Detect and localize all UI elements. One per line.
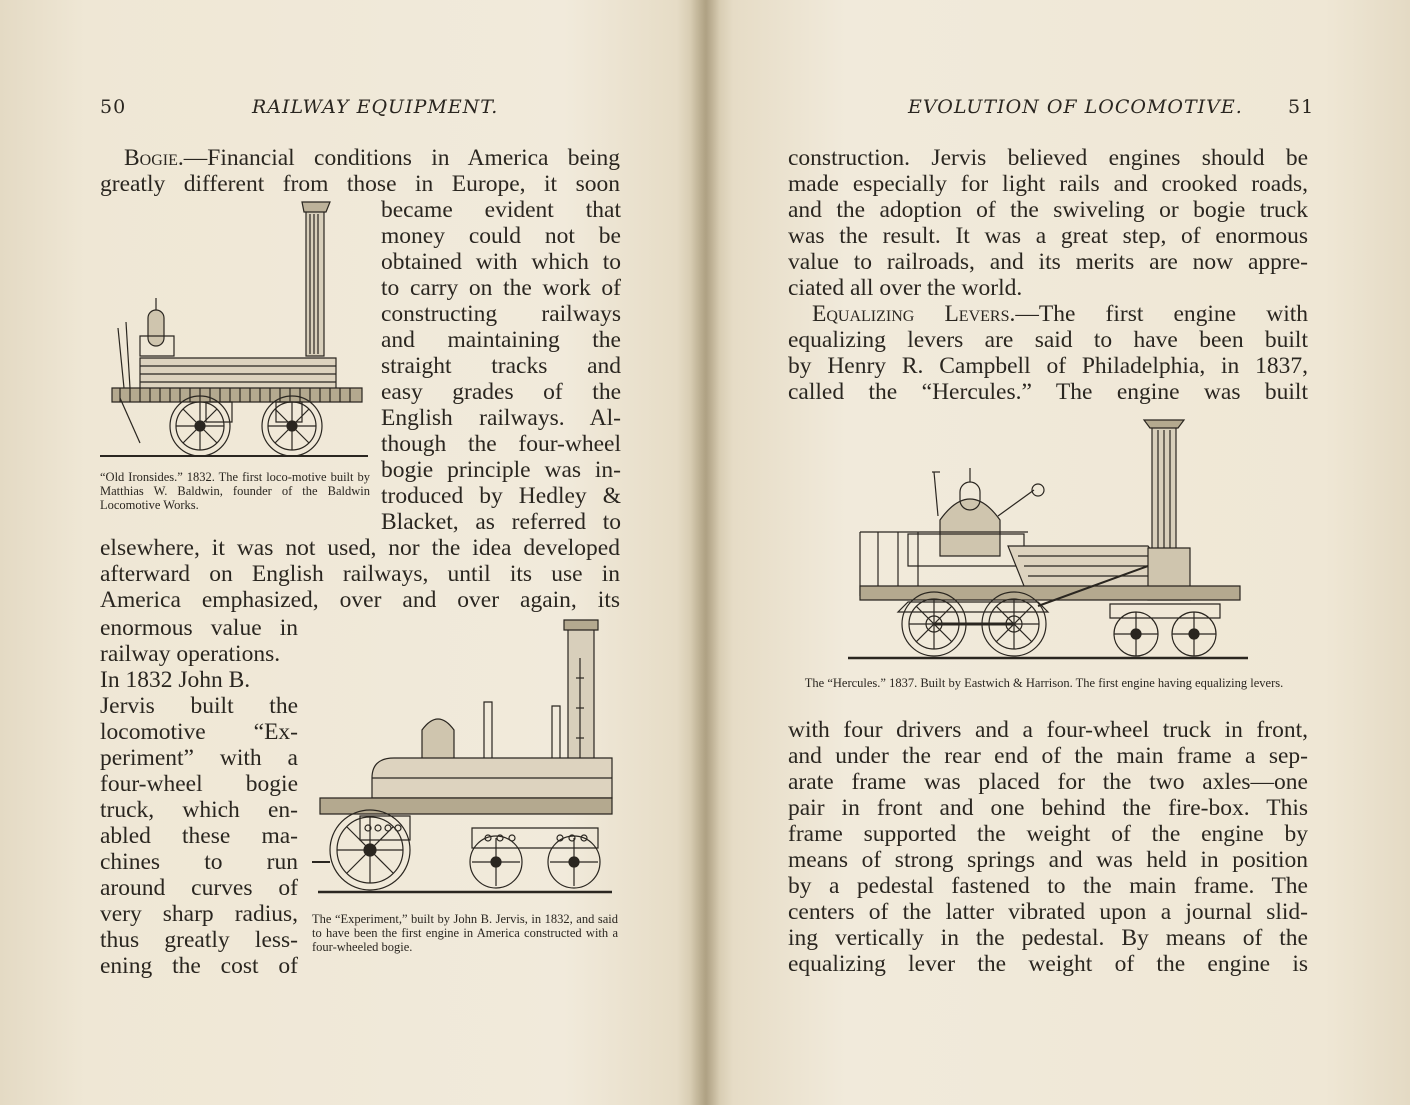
text-line [788, 353, 1308, 379]
line-text: and the adoption of the swiveling or bogie truck [788, 197, 1308, 223]
text-line [788, 275, 1308, 301]
line-text: construction. Jervis believed engines should be [788, 145, 1308, 171]
text-line [100, 823, 298, 849]
line-text: locomotive “Ex- [100, 719, 298, 745]
text-line [100, 797, 298, 823]
line-text: elsewhere, it was not used, nor the idea developed [100, 535, 620, 561]
line-text: straight tracks and [381, 353, 621, 379]
text-line [381, 197, 621, 223]
line-text: periment” with a [100, 745, 298, 771]
section-heading: Equalizing Levers. [812, 301, 1016, 327]
text-line [788, 951, 1308, 977]
line-text: Blacket, as referred to [381, 509, 621, 535]
line-text: by a pedestal fastened to the main frame. The [788, 873, 1308, 899]
left-page [0, 0, 700, 1105]
text-line [100, 641, 298, 667]
line-text: thus greatly less- [100, 927, 298, 953]
text-line [100, 745, 298, 771]
line-text: enormous value in [100, 615, 298, 641]
line-text: value to railroads, and its merits are now appre- [788, 249, 1308, 275]
line-text: centers of the latter vibrated upon a journal slid- [788, 899, 1308, 925]
text-line [100, 535, 620, 561]
text-line [788, 769, 1308, 795]
line-text: with four drivers and a four-wheel truck in front, [788, 717, 1308, 743]
text-line [788, 899, 1308, 925]
text-line [381, 223, 621, 249]
text-line [100, 719, 298, 745]
line-text: —The first engine with [1015, 301, 1309, 327]
page-number: 51 [1288, 96, 1315, 118]
line-text: to carry on the work of [381, 275, 621, 301]
text-line [788, 145, 1308, 171]
line-text: constructing railways [381, 301, 621, 327]
line-text: railway operations. [100, 641, 281, 667]
line-text: —Financial conditions in America being [183, 145, 620, 171]
right-page [710, 0, 1410, 1105]
text-line [788, 795, 1308, 821]
hercules-illustration [848, 416, 1248, 664]
text-line [788, 171, 1308, 197]
text-line [381, 379, 621, 405]
text-line [124, 145, 620, 171]
line-text: ening the cost of [100, 953, 298, 979]
line-text: was the result. It was a great step, of enormous [788, 223, 1308, 249]
line-text: obtained with which to [381, 249, 621, 275]
line-text: afterward on English railways, until its use in [100, 561, 620, 587]
line-text: around curves of [100, 875, 298, 901]
text-line [788, 249, 1308, 275]
line-text: troduced by Hedley & [381, 483, 621, 509]
line-text: English railways. Al- [381, 405, 621, 431]
line-text: frame supported the weight of the engine by [788, 821, 1308, 847]
line-text: In 1832 John B. [100, 667, 251, 693]
old-ironsides-illustration [100, 198, 368, 460]
text-line [100, 953, 298, 979]
text-line [788, 873, 1308, 899]
text-line [812, 301, 1308, 327]
text-line [100, 901, 298, 927]
text-line [100, 667, 298, 693]
text-line [381, 249, 621, 275]
text-line [381, 509, 621, 535]
line-text: became evident that [381, 197, 621, 223]
text-line [381, 327, 621, 353]
line-text: equalizing lever the weight of the engine is [788, 951, 1308, 977]
text-line [100, 849, 298, 875]
text-line [100, 587, 620, 613]
text-line [788, 743, 1308, 769]
line-text: means of strong springs and was held in position [788, 847, 1308, 873]
text-line [100, 771, 298, 797]
text-line [788, 223, 1308, 249]
text-line [788, 821, 1308, 847]
running-head: EVOLUTION OF LOCOMOTIVE. [908, 96, 1243, 118]
line-text: chines to run [100, 849, 298, 875]
text-line [381, 353, 621, 379]
line-text: though the four-wheel [381, 431, 621, 457]
text-line [788, 197, 1308, 223]
text-line [100, 927, 298, 953]
text-line [788, 925, 1308, 951]
line-text: easy grades of the [381, 379, 621, 405]
line-text: four-wheel bogie [100, 771, 298, 797]
line-text: greatly different from those in Europe, it soon [100, 171, 620, 197]
text-line [381, 457, 621, 483]
text-line [100, 875, 298, 901]
text-line [788, 327, 1308, 353]
line-text: Jervis built the [100, 693, 298, 719]
line-text: by Henry R. Campbell of Philadelphia, in 1837, [788, 353, 1308, 379]
line-text: ciated all over the world. [788, 275, 1023, 301]
line-text: and maintaining the [381, 327, 621, 353]
text-line [381, 431, 621, 457]
text-line [381, 483, 621, 509]
line-text: arate frame was placed for the two axles—one [788, 769, 1308, 795]
line-text: ing vertically in the pedestal. By means of the [788, 925, 1308, 951]
line-text: abled these ma- [100, 823, 298, 849]
text-line [100, 615, 298, 641]
line-text: and under the rear end of the main frame a sep- [788, 743, 1308, 769]
page-number: 50 [100, 96, 127, 118]
text-line [381, 275, 621, 301]
line-text: very sharp radius, [100, 901, 298, 927]
figure-caption-hercules: The “Hercules.” 1837. Built by Eastwich & Harrison. The first engine having equalizing levers. [804, 676, 1284, 690]
text-line [788, 847, 1308, 873]
section-heading: Bogie. [124, 145, 184, 171]
line-text: called the “Hercules.” The engine was built [788, 379, 1308, 405]
line-text: pair in front and one behind the fire-box. This [788, 795, 1308, 821]
line-text: money could not be [381, 223, 621, 249]
figure-caption-experiment: The “Experiment,” built by John B. Jervis, in 1832, and said to have been the first engine in America constructed with a four-wheeled bogie. [312, 912, 618, 954]
line-text: America emphasized, over and over again, its [100, 587, 620, 613]
text-line [788, 717, 1308, 743]
text-line [381, 301, 621, 327]
text-line [100, 171, 620, 197]
text-line [100, 693, 298, 719]
text-line [381, 405, 621, 431]
line-text: truck, which en- [100, 797, 298, 823]
experiment-illustration [312, 618, 618, 900]
line-text: bogie principle was in- [381, 457, 621, 483]
line-text: made especially for light rails and crooked roads, [788, 171, 1308, 197]
figure-caption-old-ironsides: “Old Ironsides.” 1832. The first loco-motive built by Matthias W. Baldwin, founder of the Baldwin Locomotive Works. [100, 470, 370, 512]
running-head: RAILWAY EQUIPMENT. [252, 96, 499, 118]
text-line [100, 561, 620, 587]
text-line [788, 379, 1308, 405]
line-text: equalizing levers are said to have been built [788, 327, 1308, 353]
